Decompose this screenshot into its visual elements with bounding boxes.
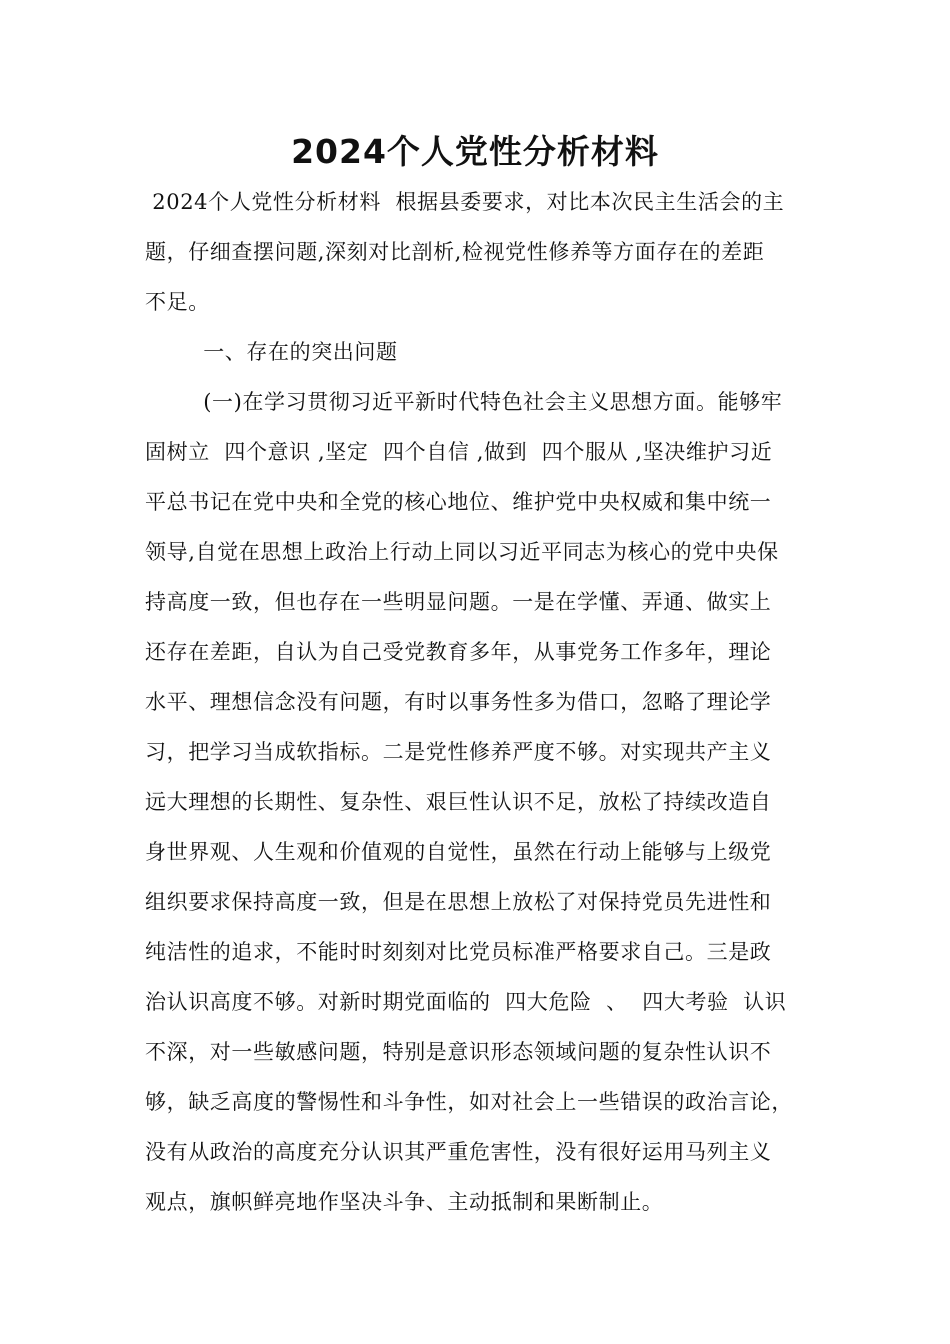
- text-line: 还存在差距，自认为自己受党教育多年，从事党务工作多年，理论: [145, 640, 772, 664]
- section-heading: 一、存在的突出问题: [145, 340, 398, 364]
- text-line: 治认识高度不够。对新时期党面临的 四大危险 、 四大考验 认识: [145, 990, 787, 1014]
- text-line: 题，仔细查摆问题,深刻对比剖析,检视党性修养等方面存在的差距: [145, 240, 765, 264]
- document-title: 2024个人党性分析材料: [291, 132, 659, 171]
- text-line: (一)在学习贯彻习近平新时代特色社会主义思想方面。能够牢: [145, 390, 783, 414]
- text-line: 不深，对一些敏感问题，特别是意识形态领域问题的复杂性认识不: [145, 1040, 772, 1064]
- text-line: 习，把学习当成软指标。二是党性修养严度不够。对实现共产主义: [145, 740, 772, 764]
- text-line: 不足。: [145, 290, 210, 314]
- text-line: 2024个人党性分析材料 根据县委要求，对比本次民主生活会的主: [145, 190, 785, 214]
- text-line: 组织要求保持高度一致，但是在思想上放松了对保持党员先进性和: [145, 890, 772, 914]
- text-line: 纯洁性的追求，不能时时刻刻对比党员标准严格要求自己。三是政: [145, 940, 772, 964]
- text-line: 水平、理想信念没有问题，有时以事务性多为借口，忽略了理论学: [145, 690, 772, 714]
- text-line: 领导,自觉在思想上政治上行动上同以习近平同志为核心的党中央保: [145, 540, 779, 564]
- text-line: 够，缺乏高度的警惕性和斗争性，如对社会上一些错误的政治言论，: [145, 1090, 793, 1114]
- text-line: 没有从政治的高度充分认识其严重危害性，没有很好运用马列主义: [145, 1140, 772, 1164]
- text-line: 远大理想的长期性、复杂性、艰巨性认识不足，放松了持续改造自: [145, 790, 772, 814]
- text-line: 平总书记在党中央和全党的核心地位、维护党中央权威和集中统一: [145, 490, 772, 514]
- text-line: 身世界观、人生观和价值观的自觉性，虽然在行动上能够与上级党: [145, 840, 772, 864]
- text-line: 固树立 四个意识 ,坚定 四个自信 ,做到 四个服从 ,坚决维护习近: [145, 440, 773, 464]
- text-line: 观点，旗帜鲜亮地作坚决斗争、主动抵制和果断制止。: [145, 1190, 664, 1214]
- text-line: 持高度一致，但也存在一些明显问题。一是在学懂、弄通、做实上: [145, 590, 772, 614]
